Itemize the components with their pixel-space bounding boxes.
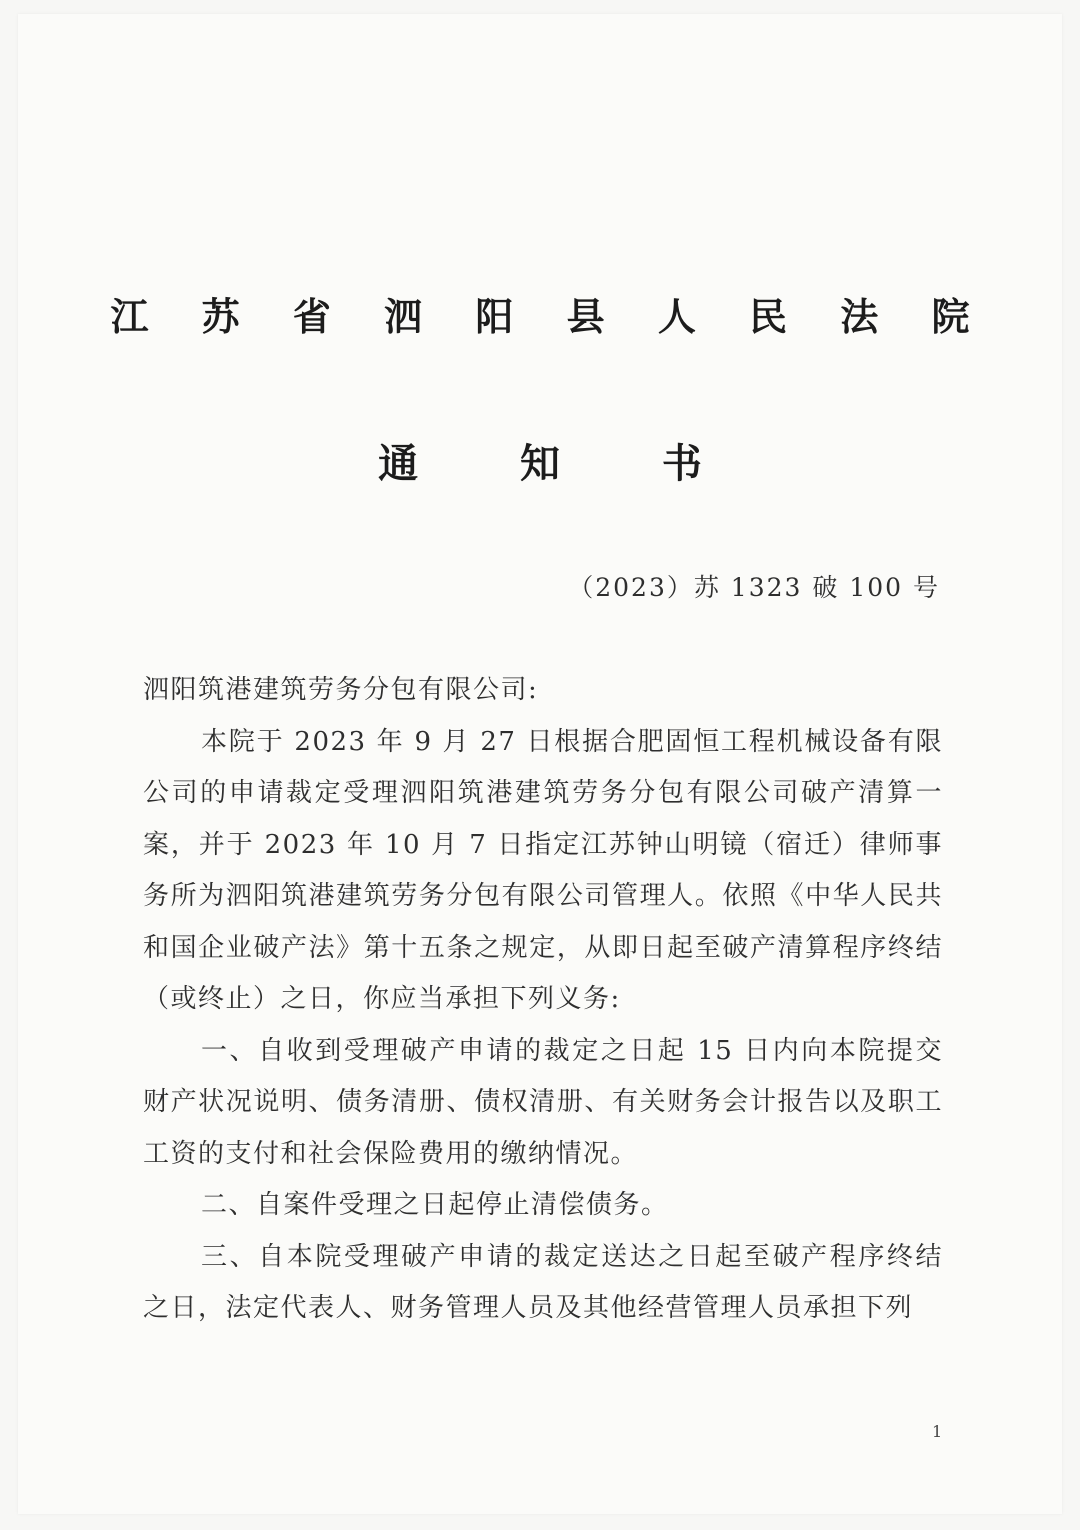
paragraph-obligation-1: 一、自收到受理破产申请的裁定之日起 15 日内向本院提交财产状况说明、债务清册、债权清册、有关财务会计报告以及职工工资的支付和社会保险费用的缴纳情况。: [143, 1035, 943, 1169]
page-number: 1: [932, 1422, 943, 1441]
paragraph-obligation-3: 三、自本院受理破产申请的裁定送达之日起至破产程序终结之日，法定代表人、财务管理人员及其他经营管理人员承担下列: [143, 1241, 943, 1323]
court-name-heading: 江 苏 省 泗 阳 县 人 民 法 院: [110, 295, 990, 339]
addressee: 泗阳筑港建筑劳务分包有限公司:: [143, 675, 539, 705]
paragraph-obligation-2: 二、自案件受理之日起停止清偿债务。: [201, 1190, 669, 1220]
document-title: 通 知 书: [378, 441, 746, 487]
case-number: （2023）苏 1323 破 100 号: [568, 573, 940, 602]
notice-body: [143, 665, 943, 1335]
paragraph-intro: 本院于 2023 年 9 月 27 日根据合肥固恒工程机械设备有限公司的申请裁定受理泗阳筑港建筑劳务分包有限公司破产清算一案，并于 2023 年 10 月 7 日指定江苏钟山明镜（宿迁）律师事务所为泗阳筑港建筑劳务分包有限公司管理人。依照《中华人民共和国企业破产法》第十五条之规定，从即日起至破产清算程序终结（或终止）之日，你应当承担下列义务:: [143, 726, 943, 1014]
